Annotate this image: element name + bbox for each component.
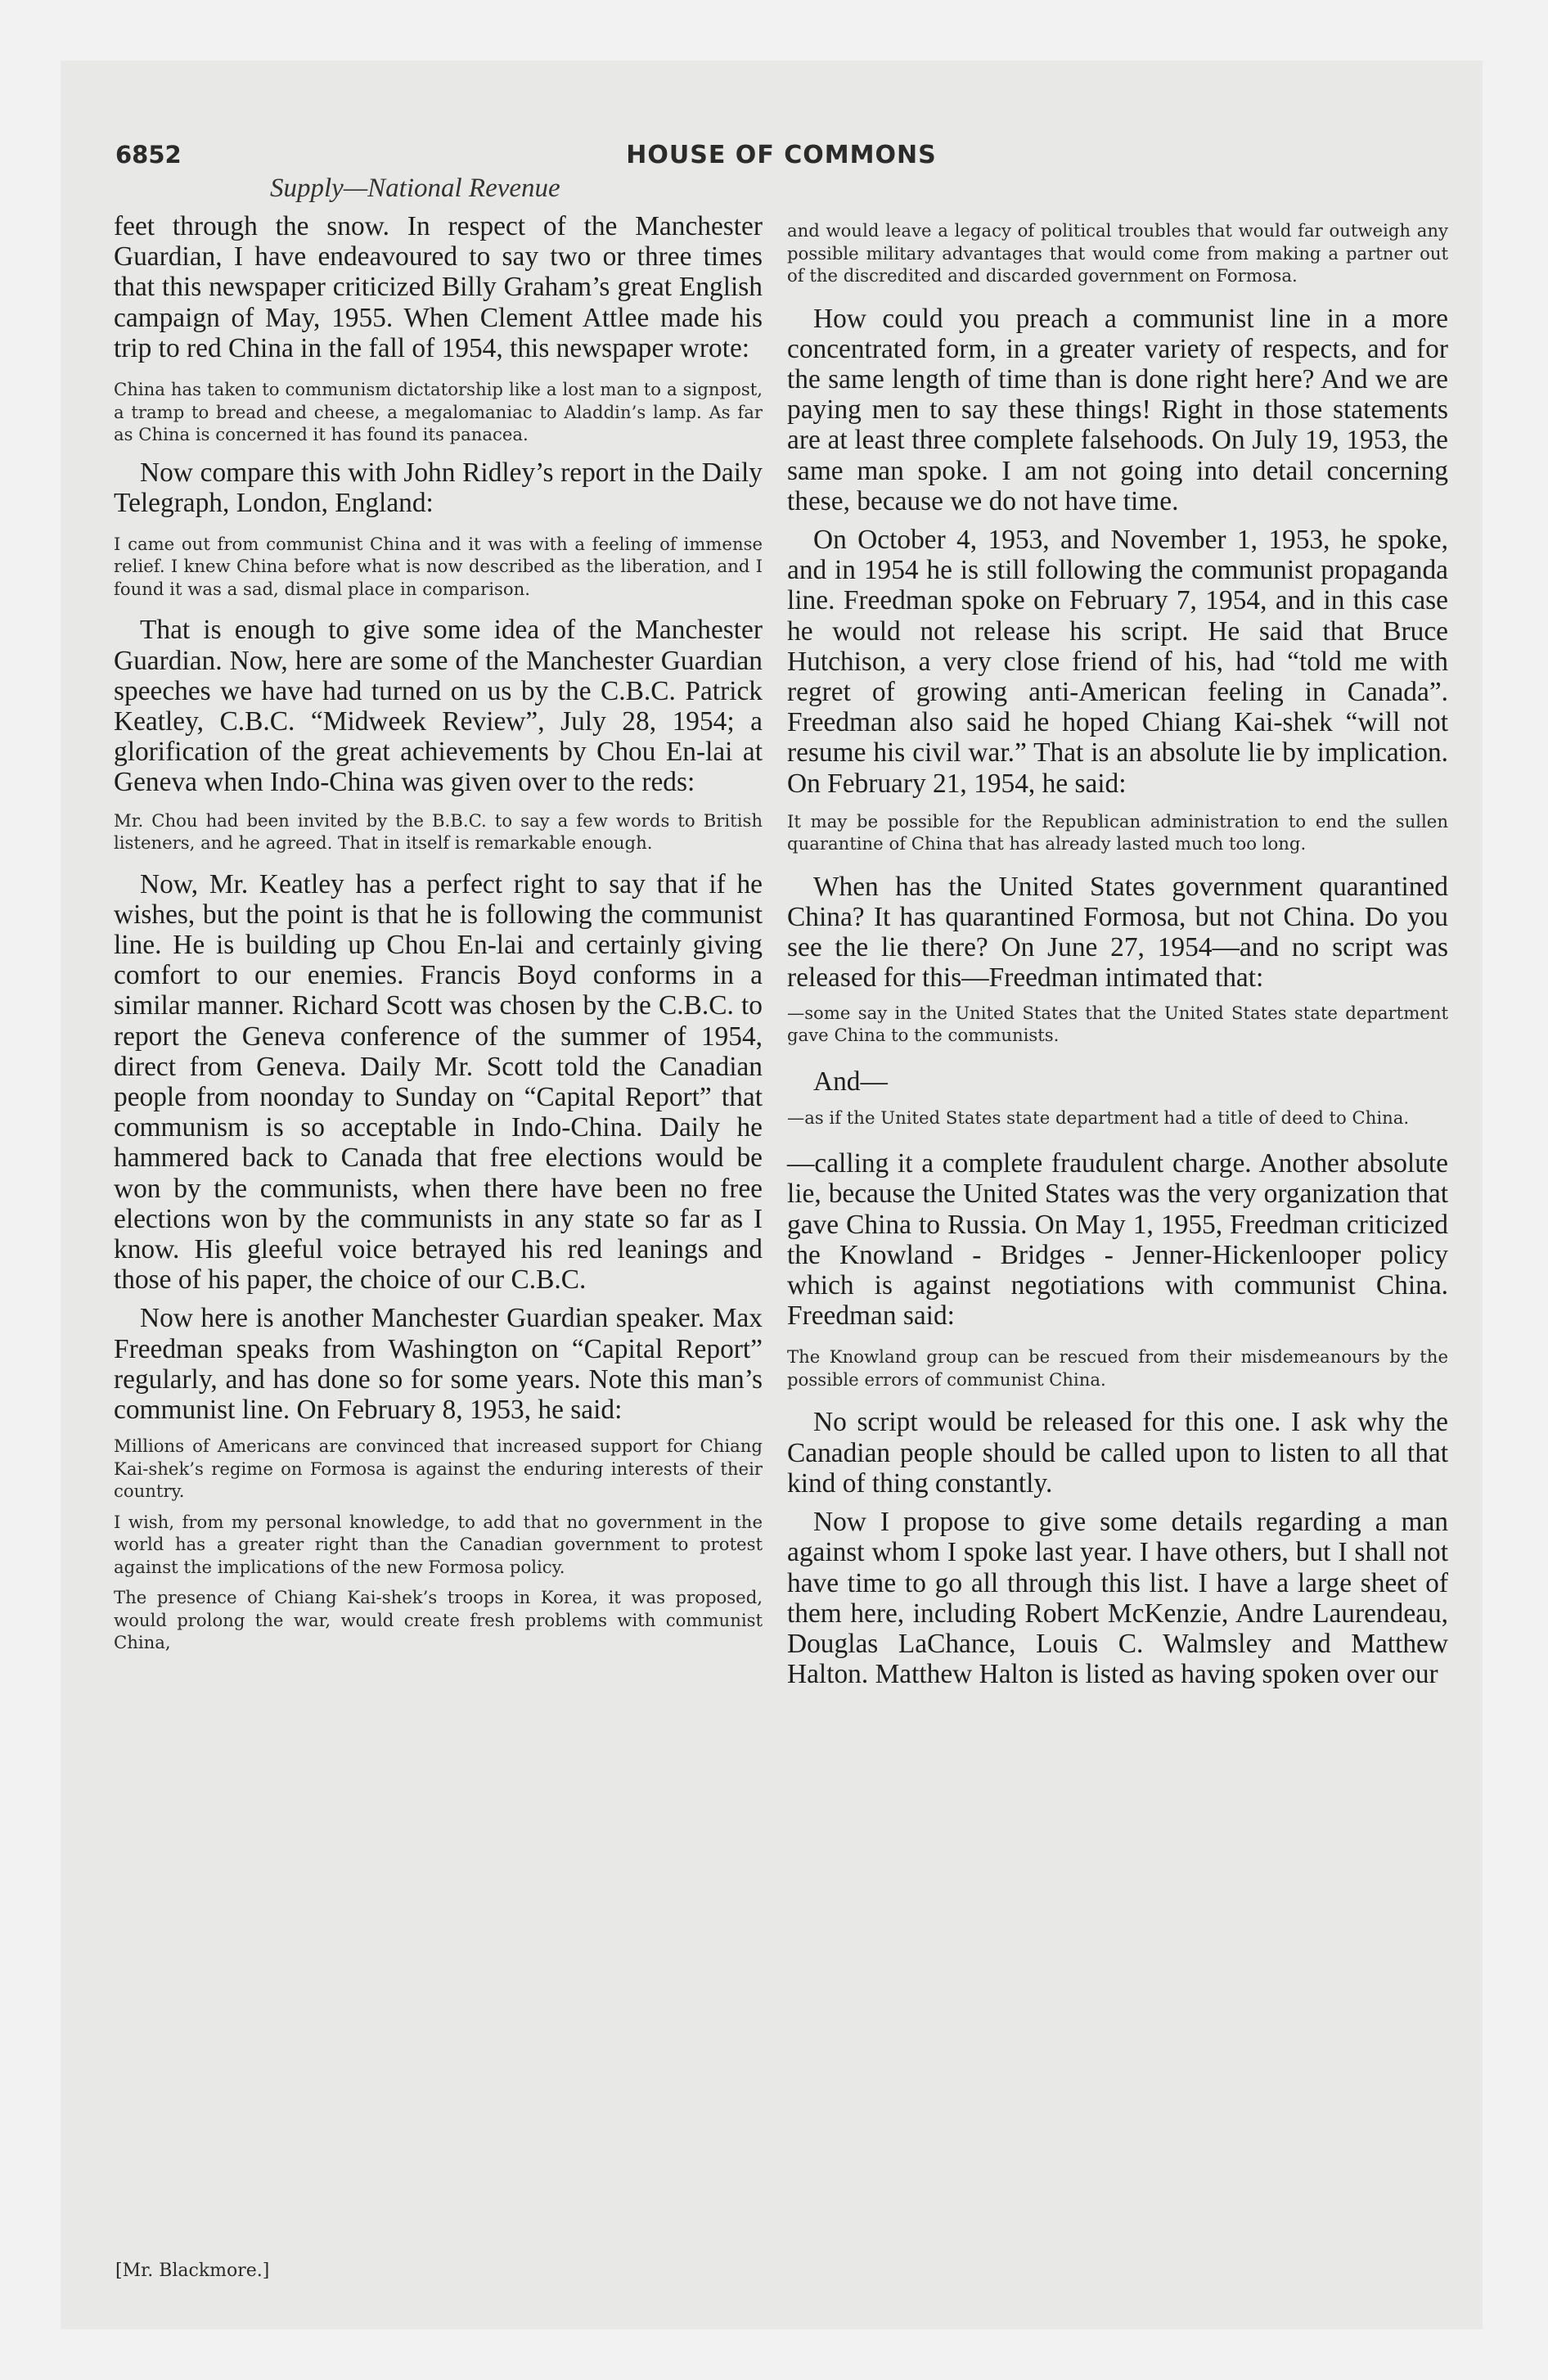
paragraph: Now, Mr. Keatley has a perfect right to say that if he wishes, but the point is that he is following the communist line. He is building up Chou En-lai and certainly giving comfort to our enemies. Francis Boyd conforms in a similar manner. Richard Scott was chosen by the C.B.C. to report the Geneva conference of the summer of 1954, direct from Geneva. Daily Mr. Scott told the Canadian people from noonday to Sunday on “Capital Report” that communism is so acceptable in Indo-China. Daily he hammered back to Canada that free elections would be won by the communists, when there have been no free elections won by the communists in any state so far as I know. His gleeful voice betrayed his red leanings and those of his paper, the choice of our C.B.C. — [114, 868, 763, 1296]
quotation: Mr. Chou had been invited by the B.B.C. to say a few words to British listeners, and he agreed. That in itself is remarkable enough. — [114, 809, 763, 854]
paragraph: When has the United States government quarantined China? It has quarantined Formosa, but not China. Do you see the lie there? On June 27, 1954—and no script was released for this—Freedman intimated that: — [787, 871, 1448, 994]
quotation: It may be possible for the Republican administration to end the sullen quarantine of China that has already lasted much too long. — [787, 810, 1448, 854]
speaker-attribution: [Mr. Blackmore.] — [115, 2261, 270, 2281]
quotation: I wish, from my personal knowledge, to add that no government in the world has a greater right than the Canadian government to protest against the implications of the new Formosa policy. — [114, 1511, 763, 1577]
quotation: —as if the United States state department had a title of deed to China. — [787, 1107, 1410, 1128]
paragraph: That is enough to give some idea of the Manchester Guardian. Now, here are some of the Manchester Guardian speeches we have had turned on us by the C.B.C. Patrick Keatley, C.B.C. “Midweek Review”, July 28, 1954; a glorification of the great achievements by Chou En-lai at Geneva when Indo-China was given over to the reds: — [114, 615, 763, 798]
paragraph: And— — [813, 1066, 888, 1097]
quotation: and would leave a legacy of political troubles that would far outweigh any possible military advantages that would come from making a partner out of the discredited and discarded government on Formosa. — [787, 220, 1448, 286]
left-column — [114, 211, 763, 1654]
paragraph: On October 4, 1953, and November 1, 1953, he spoke, and in 1954 he is still following the communist propaganda line. Freedman spoke on February 7, 1954, and in this case he would not release his script. He said that Bruce Hutchison, a very close friend of his, had “told me with regret of growing anti-American feeling in Canada”. Freedman also said he hoped Chiang Kai-shek “will not resume his civil war.” That is an absolute lie by implication. On February 21, 1954, he said: — [787, 524, 1448, 799]
paragraph: feet through the snow. In respect of the Manchester Guardian, I have endeavoured to say two or three times that this newspaper criticized Billy Graham’s great English campaign of May, 1955. When Clement Attlee made his trip to red China in the fall of 1954, this newspaper wrote: — [114, 211, 763, 363]
paragraph: Now compare this with John Ridley’s report in the Daily Telegraph, London, England: — [114, 457, 763, 518]
quotation: Millions of Americans are convinced that increased support for Chiang Kai-shek’s regime on Formosa is against the enduring interests of their country. — [114, 1436, 763, 1502]
page-title: HOUSE OF COMMONS — [626, 141, 937, 169]
section-title: Supply—National Revenue — [270, 174, 560, 203]
page-number: 6852 — [115, 141, 182, 169]
paragraph: Now here is another Manchester Guardian speaker. Max Freedman speaks from Washington on “Capital Report” regularly, and has done so for some years. Note this man’s communist line. On February 8, 1953, he said: — [114, 1303, 763, 1426]
right-column — [787, 211, 1448, 1689]
quotation: The Knowland group can be rescued from their misdemeanours by the possible errors of communist China. — [787, 1346, 1448, 1390]
quotation: The presence of Chiang Kai-shek’s troops in Korea, it was proposed, would prolong the war, would create fresh problems with communist China, — [114, 1587, 763, 1653]
paragraph: No script would be released for this one. I ask why the Canadian people should be called upon to listen to all that kind of thing constantly. — [787, 1407, 1448, 1499]
paragraph: Now I propose to give some details regarding a man against whom I spoke last year. I have others, but I shall not have time to go all through this list. I have a large sheet of them here, including Robert McKenzie, Andre Laurendeau, Douglas LaChance, Louis C. Walmsley and Matthew Halton. Matthew Halton is listed as having spoken over our — [787, 1507, 1448, 1690]
page-header — [115, 141, 1447, 174]
paragraph: —calling it a complete fraudulent charge. Another absolute lie, because the United States was the very organization that gave China to Russia. On May 1, 1955, Freedman criticized the Knowland - Bridges - Jenner-Hickenlooper policy which is against negotiations with communist China. Freedman said: — [787, 1148, 1448, 1332]
quotation: I came out from communist China and it was with a feeling of immense relief. I knew China before what is now described as the liberation, and I found it was a sad, dismal place in comparison. — [114, 533, 763, 599]
quotation: —some say in the United States that the United States state department gave China to the communists. — [787, 1002, 1448, 1046]
quotation: China has taken to communism dictatorship like a lost man to a signpost, a tramp to bread and cheese, a megalomaniac to Aladdin’s lamp. As far as China is concerned it has found its panacea. — [114, 379, 763, 445]
paragraph: How could you preach a communist line in a more concentrated form, in a greater variety of respects, and for the same length of time than is done right here? And we are paying men to say these things! Right in those statements are at least three complete falsehoods. On July 19, 1953, the same man spoke. I am not going into detail concerning these, because we do not have time. — [787, 303, 1448, 516]
